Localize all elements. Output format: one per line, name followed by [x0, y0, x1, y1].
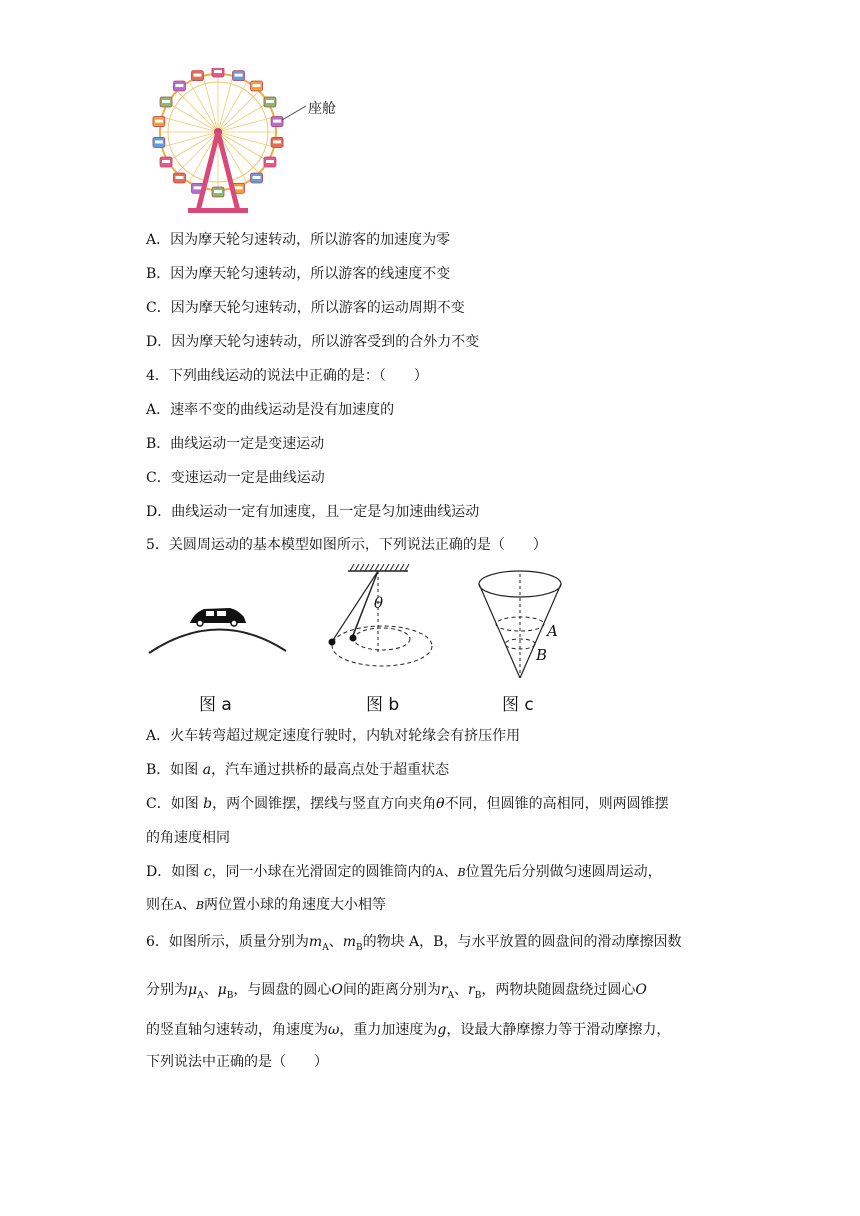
cabin-window	[162, 160, 170, 163]
cabin-window	[175, 84, 183, 87]
wheel-spoke	[218, 117, 274, 132]
cabin-window	[253, 84, 261, 87]
figure-a-caption: 图 a	[199, 695, 232, 715]
figure-c-caption: 图 c	[502, 695, 534, 715]
cone-label-a: A	[547, 622, 558, 640]
support-base	[188, 208, 248, 213]
cabin-window	[235, 74, 243, 77]
q5-option-d-line2: 则在A、B两位置小球的角速度大小相等	[146, 897, 387, 913]
q4-stem: 4．下列曲线运动的说法中正确的是：（ ）	[146, 368, 428, 384]
cabin-window	[214, 70, 222, 73]
cone-drawing	[474, 568, 574, 683]
figure-a	[146, 595, 291, 665]
q3-option-a: A．因为摩天轮匀速转动，所以游客的加速度为零	[146, 232, 451, 248]
q6-line2: 分别为$\mu_A$、$\mu_B$，与圆盘的圆心O间的距离分别为$r_A$、$r_B$，两物块随圆盘绕过圆心O	[146, 982, 647, 1001]
q4-option-a: A．速率不变的曲线运动是没有加速度的	[146, 402, 395, 418]
wheel-spoke	[203, 76, 218, 132]
q6-line4: 下列说法中正确的是（ ）	[146, 1054, 328, 1070]
q5-option-c: C．如图 b，两个圆锥摆，摆线与竖直方向夹角θ不同，但圆锥的高相同，则两圆锥摆	[146, 796, 669, 812]
q5-option-c-line2: 的角速度相同	[146, 830, 230, 846]
q5-option-b: B．如图 a，汽车通过拱桥的最高点处于超重状态	[146, 762, 450, 778]
cabin-window	[155, 140, 163, 143]
q5-option-d: D．如图 c，同一小球在光滑固定的圆锥筒内的A、B位置先后分别做匀速圆周运动，	[146, 864, 662, 880]
cabin-window	[214, 190, 222, 193]
figure-b	[326, 562, 438, 674]
support-leg-right	[218, 132, 238, 211]
support-leg-left	[198, 132, 218, 211]
wheel-spoke	[162, 117, 218, 132]
q3-option-c: C．因为摩天轮匀速转动，所以游客的运动周期不变	[146, 300, 465, 316]
wheel-spoke	[162, 132, 218, 147]
cabin-pointer-line	[282, 106, 306, 120]
q3-option-b: B．因为摩天轮匀速转动，所以游客的线速度不变	[146, 266, 451, 282]
cabin-window	[235, 186, 243, 189]
q3-option-d: D．因为摩天轮匀速转动，所以游客受到的合外力不变	[146, 334, 480, 350]
cabin-window	[155, 120, 163, 123]
q4-option-c: C．变速运动一定是曲线运动	[146, 470, 325, 486]
cone-label-b: B	[536, 646, 548, 664]
arch-bridge-car-drawing	[146, 595, 291, 665]
wheel-spoke	[218, 132, 274, 147]
cabin-window	[193, 186, 201, 189]
cabin-window	[162, 100, 170, 103]
figure-b-caption: 图 b	[366, 695, 400, 715]
conical-pendulum-drawing	[326, 562, 438, 674]
theta-label: θ	[374, 594, 384, 612]
cabin-window	[253, 176, 261, 179]
q4-option-d: D．曲线运动一定有加速度，且一定是匀加速曲线运动	[146, 504, 480, 520]
cabin-window	[193, 74, 201, 77]
q5-option-a: A．火车转弯超过规定速度行驶时，内轨对轮缘会有挤压作用	[146, 728, 521, 744]
wheel-spoke	[218, 76, 233, 132]
cabin-window	[273, 120, 281, 123]
q6-line1: 6．如图所示，质量分别为$m_A$、$m_B$的物块 A，B，与水平放置的圆盘间的滑动摩擦因数	[146, 934, 682, 953]
ferris-wheel-figure	[148, 68, 348, 218]
figure-c	[474, 568, 574, 683]
q6-line3: 的竖直轴匀速转动，角速度为ω，重力加速度为g，设最大静摩擦力等于滑动摩擦力，	[146, 1022, 671, 1038]
ferris-wheel-drawing	[148, 68, 348, 218]
q5-stem: 5．关圆周运动的基本模型如图所示，下列说法正确的是（ ）	[146, 537, 547, 553]
cabin-window	[175, 176, 183, 179]
cabin-label: 座舱	[308, 101, 336, 117]
q4-option-b: B．曲线运动一定是变速运动	[146, 436, 325, 452]
cabin-window	[266, 100, 274, 103]
cabin-window	[273, 140, 281, 143]
cabin-window	[266, 160, 274, 163]
